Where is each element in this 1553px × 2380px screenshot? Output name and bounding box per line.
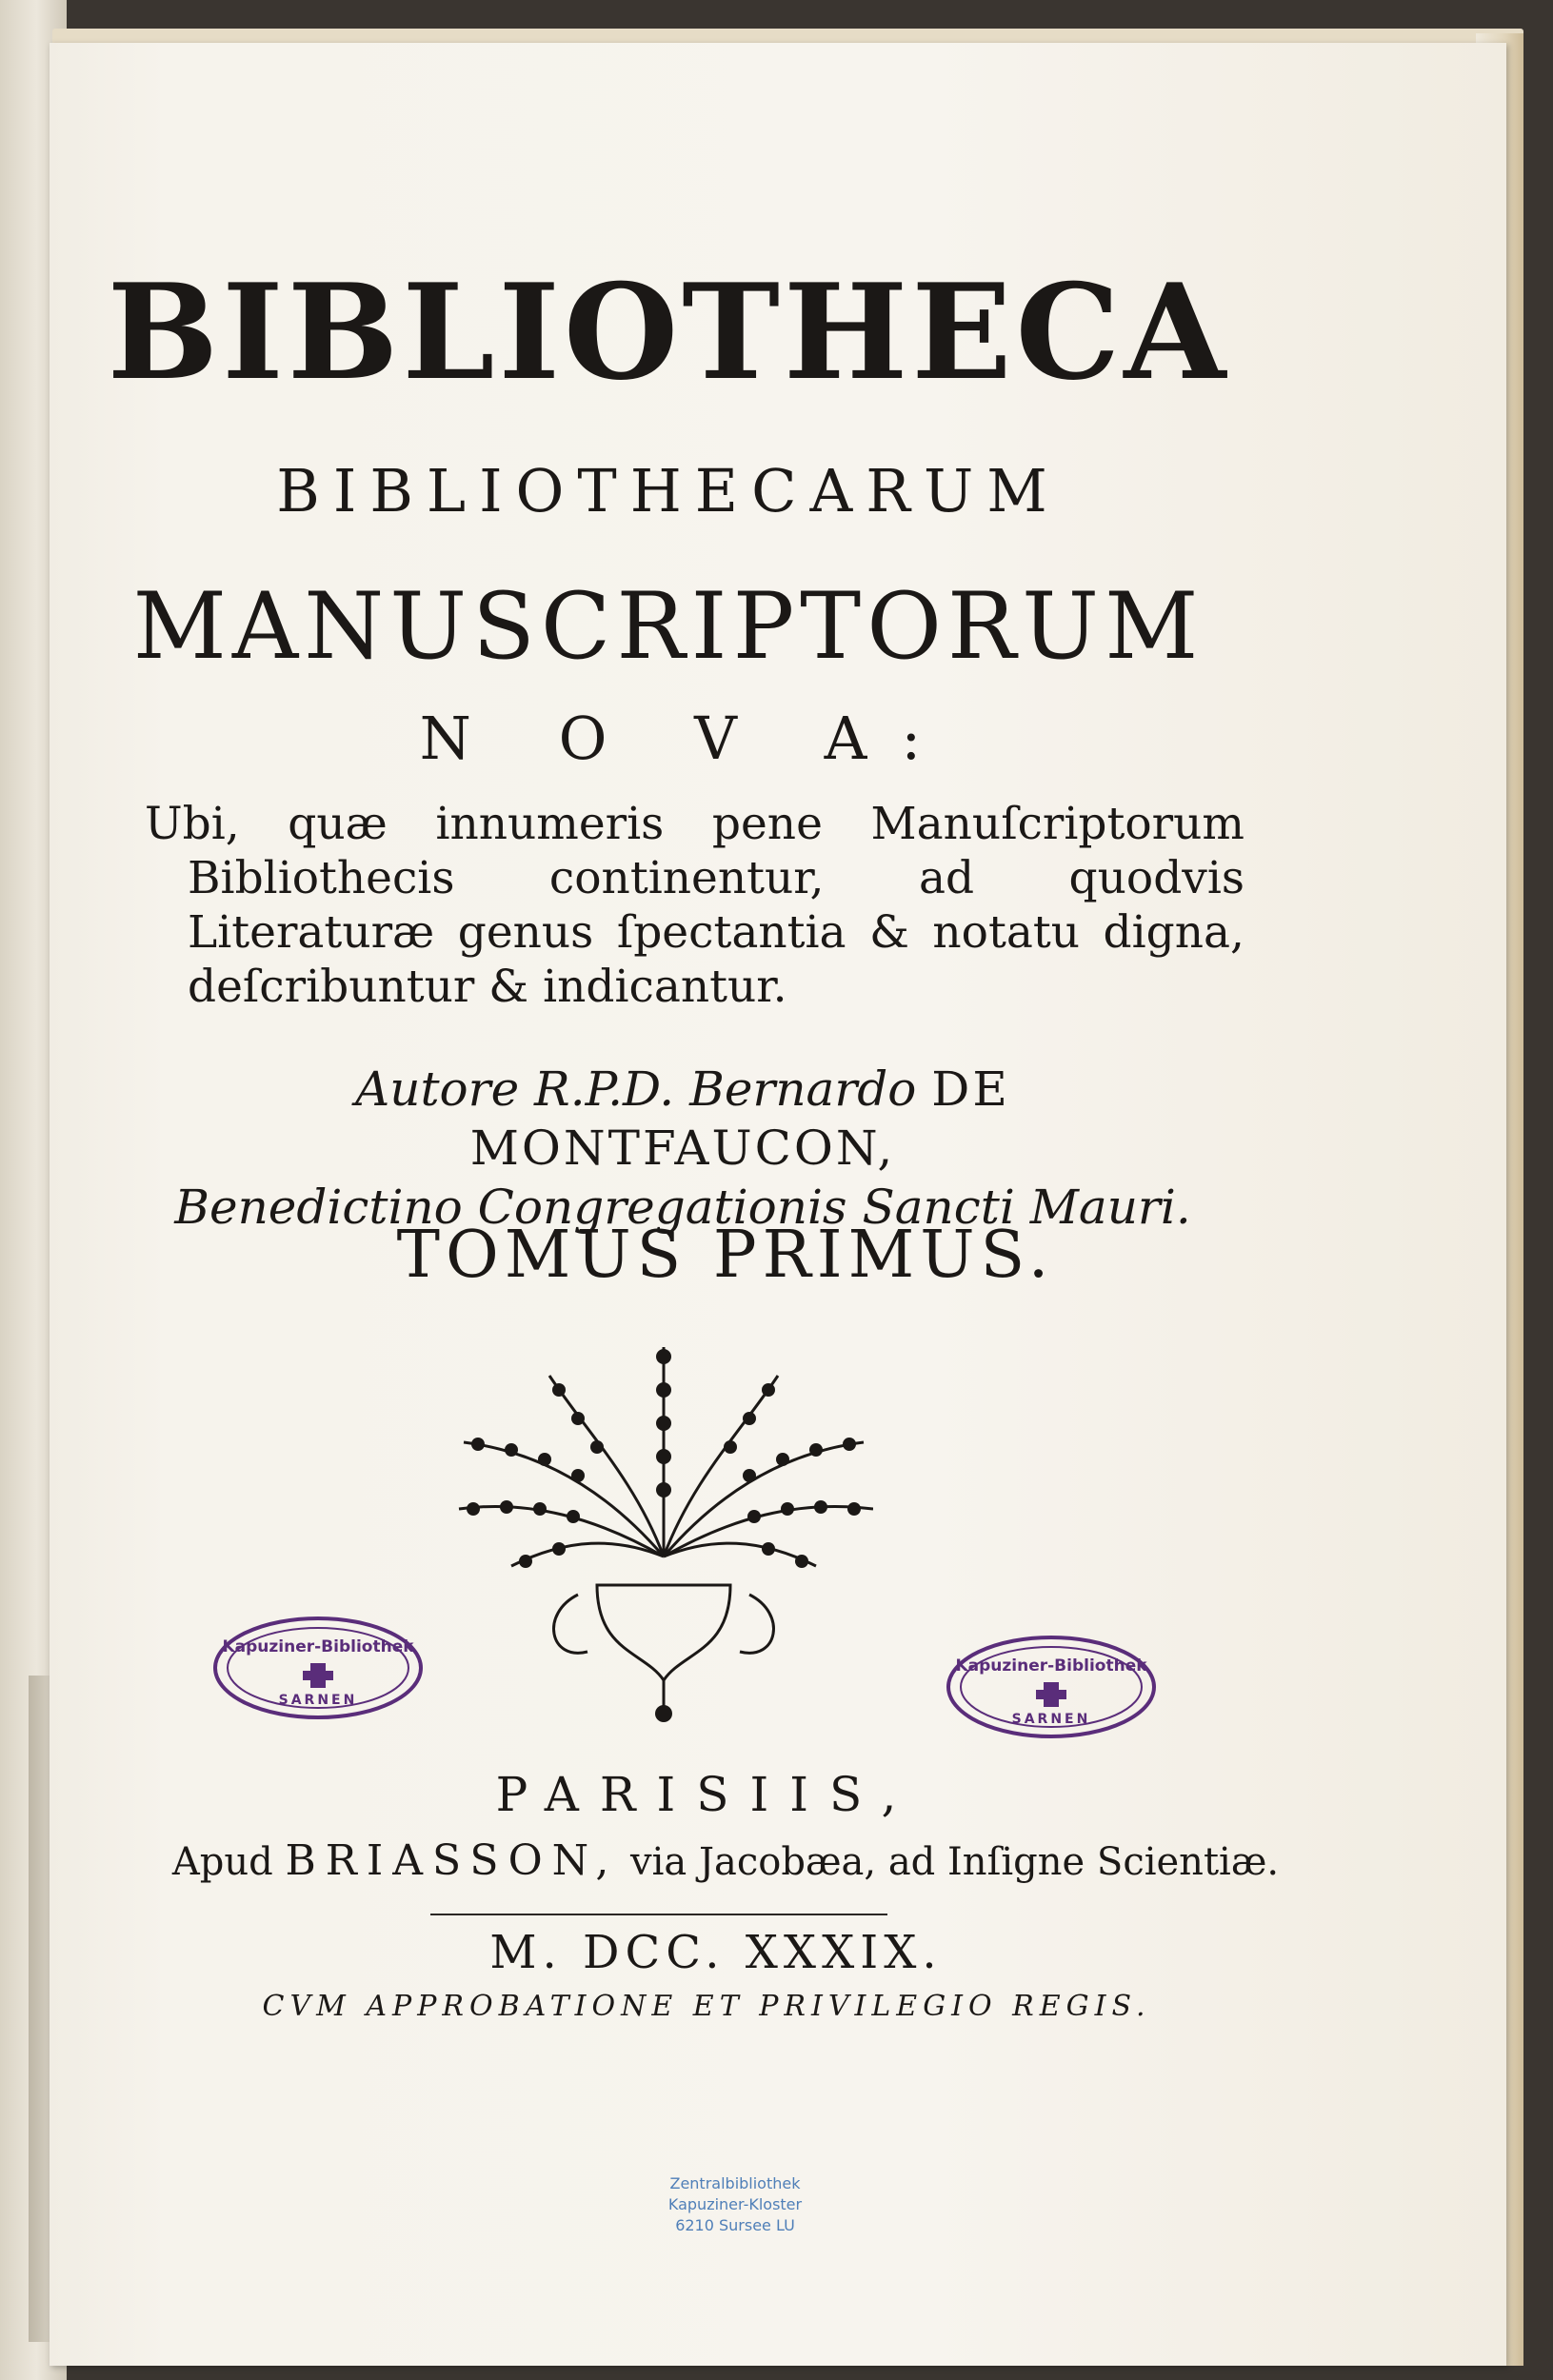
stamp-bottom-text: SARNEN — [278, 1693, 358, 1708]
author-block — [145, 1060, 1221, 1237]
stamp-bottom-text: SARNEN — [1011, 1712, 1091, 1727]
title-line-manuscriptorum: MANUSCRIPTORUM — [132, 573, 1205, 680]
title-main: BIBLIOTHECA — [107, 254, 1230, 409]
author-line-1 — [145, 1060, 1221, 1178]
library-stamp-line-3: 6210 Sursee LU — [675, 2216, 795, 2234]
title-page — [50, 43, 1506, 2366]
library-stamp-right — [945, 1633, 1159, 1742]
author-line-2: Benedictino Congregationis Sancti Mauri. — [174, 1180, 1191, 1235]
cross-icon — [303, 1663, 333, 1688]
cross-icon — [1036, 1682, 1066, 1707]
imprint-rule — [430, 1914, 887, 1915]
stamp-top-text: Kapuziner-Bibliothek — [222, 1637, 414, 1656]
imprint-place: PARISIIS, — [495, 1767, 918, 1822]
volume-label: TOMUS PRIMUS. — [396, 1218, 1055, 1293]
imprint-publisher — [107, 1836, 1344, 1885]
library-stamp-left — [211, 1614, 426, 1723]
title-line-bibliothecarum: BIBLIOTHECARUM — [276, 456, 1061, 526]
imprint-year: M. DCC. XXXIX. — [489, 1926, 943, 1979]
floral-vignette-ornament — [454, 1338, 873, 1728]
author-surname: DE MONTFAUCON, — [469, 1061, 1010, 1176]
library-stamp-line-2: Kapuziner-Kloster — [667, 2195, 803, 2213]
publisher-prefix: Apud — [171, 1840, 273, 1884]
publisher-name: BRIASSON, — [285, 1836, 619, 1885]
publisher-address: via Jacobæa, ad Inſigne Scientiæ. — [630, 1840, 1280, 1884]
stamp-top-text: Kapuziner-Bibliothek — [955, 1656, 1147, 1676]
subtitle-description: Ubi, quæ innumeris pene Manuſcriptorum Bibliothecis continentur, ad quodvis Literaturæ genus ſpectantia & notatu digna, deſcribuntur & indicantur. — [145, 798, 1244, 1013]
imprint-privilege: CVM APPROBATIONE ET PRIVILEGIO REGIS. — [262, 1990, 1151, 2023]
title-line-nova: N O V A: — [419, 704, 956, 773]
zentralbibliothek-stamp — [630, 2173, 840, 2236]
author-prefix: Autore R.P.D. Bernardo — [355, 1061, 917, 1117]
library-stamp-line-1: Zentralbibliothek — [669, 2174, 801, 2192]
